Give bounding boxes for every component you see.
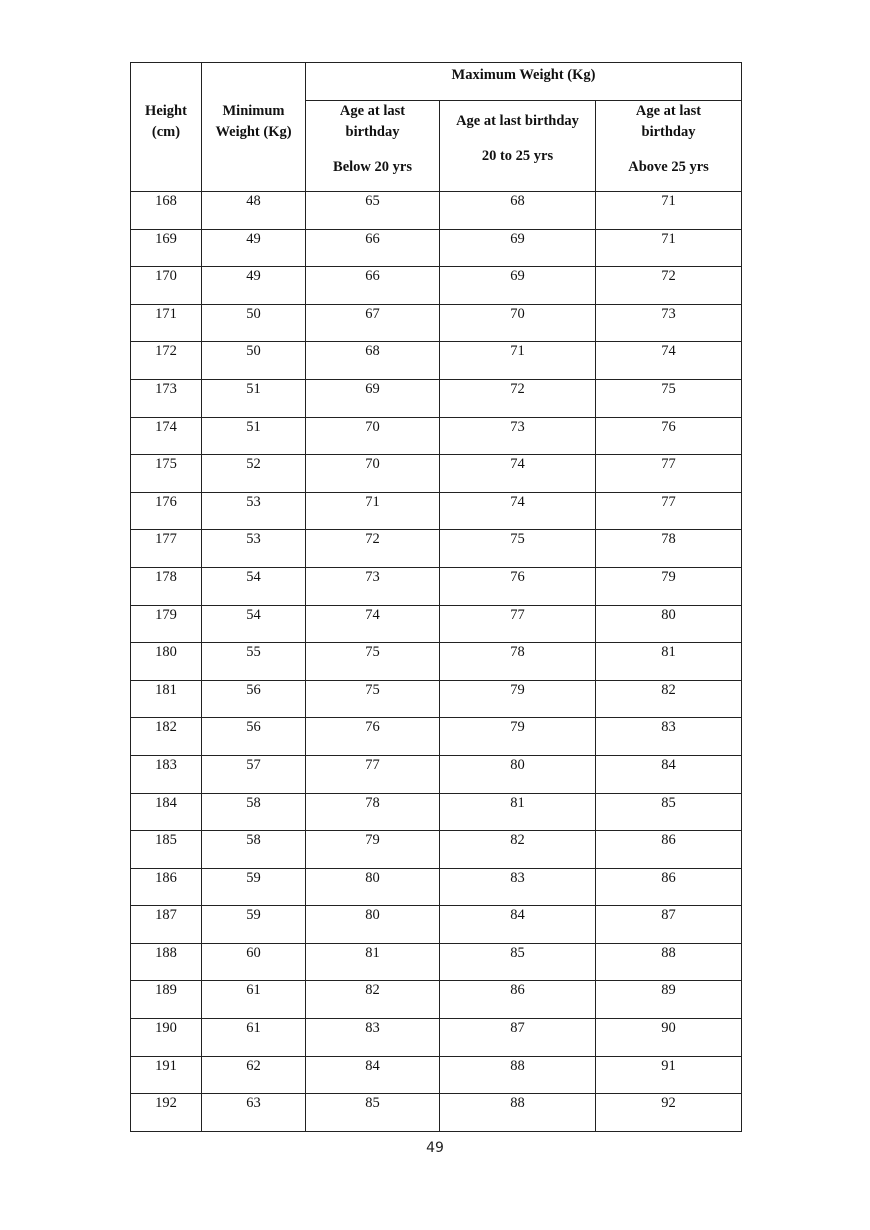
cell-max-above-25: 87 <box>596 906 742 944</box>
table-row <box>131 304 742 342</box>
cell-max-below-20: 79 <box>306 831 440 869</box>
header-age-above-25-line3: Above 25 yrs <box>628 159 709 175</box>
cell-max-20-to-25: 68 <box>440 192 596 230</box>
table-row <box>131 379 742 417</box>
cell-max-20-to-25: 88 <box>440 1094 596 1132</box>
table-body <box>131 192 742 1132</box>
cell-min-weight: 52 <box>202 455 306 493</box>
header-age-20-to-25-line2: 20 to 25 yrs <box>481 148 554 164</box>
cell-max-below-20: 66 <box>306 267 440 305</box>
cell-max-below-20: 83 <box>306 1019 440 1057</box>
cell-min-weight: 58 <box>202 831 306 869</box>
table-row <box>131 943 742 981</box>
cell-height: 174 <box>131 417 202 455</box>
cell-height: 182 <box>131 718 202 756</box>
cell-max-below-20: 69 <box>306 379 440 417</box>
header-age-20-to-25-line1: Age at last birthday <box>456 113 579 129</box>
header-age-below-20 <box>306 101 440 192</box>
table-row <box>131 342 742 380</box>
cell-max-above-25: 85 <box>596 793 742 831</box>
cell-min-weight: 53 <box>202 492 306 530</box>
cell-min-weight: 54 <box>202 605 306 643</box>
cell-max-below-20: 73 <box>306 567 440 605</box>
table-row <box>131 1056 742 1094</box>
cell-height: 175 <box>131 455 202 493</box>
header-row-1 <box>131 63 742 101</box>
cell-height: 176 <box>131 492 202 530</box>
cell-max-20-to-25: 74 <box>440 492 596 530</box>
cell-max-above-25: 78 <box>596 530 742 568</box>
cell-min-weight: 61 <box>202 1019 306 1057</box>
header-age-below-20-line2: birthday <box>345 124 400 140</box>
cell-height: 172 <box>131 342 202 380</box>
table-row <box>131 793 742 831</box>
cell-height: 181 <box>131 680 202 718</box>
cell-height: 180 <box>131 643 202 681</box>
cell-height: 168 <box>131 192 202 230</box>
cell-max-20-to-25: 83 <box>440 868 596 906</box>
table-row <box>131 455 742 493</box>
cell-max-20-to-25: 80 <box>440 755 596 793</box>
cell-max-below-20: 82 <box>306 981 440 1019</box>
cell-max-20-to-25: 78 <box>440 643 596 681</box>
header-height-line1: Height <box>145 103 187 119</box>
cell-height: 183 <box>131 755 202 793</box>
header-age-below-20-line1: Age at last <box>339 103 406 119</box>
cell-max-20-to-25: 81 <box>440 793 596 831</box>
page-number: 49 <box>426 1140 444 1156</box>
cell-min-weight: 53 <box>202 530 306 568</box>
cell-max-below-20: 85 <box>306 1094 440 1132</box>
table-row <box>131 755 742 793</box>
cell-max-20-to-25: 79 <box>440 680 596 718</box>
cell-min-weight: 54 <box>202 567 306 605</box>
cell-min-weight: 63 <box>202 1094 306 1132</box>
cell-min-weight: 51 <box>202 379 306 417</box>
cell-max-below-20: 70 <box>306 417 440 455</box>
table-row <box>131 718 742 756</box>
table-row <box>131 906 742 944</box>
cell-max-20-to-25: 69 <box>440 229 596 267</box>
cell-min-weight: 56 <box>202 718 306 756</box>
cell-max-below-20: 70 <box>306 455 440 493</box>
table-row <box>131 192 742 230</box>
cell-max-above-25: 71 <box>596 192 742 230</box>
cell-max-above-25: 86 <box>596 831 742 869</box>
cell-max-below-20: 80 <box>306 906 440 944</box>
cell-min-weight: 60 <box>202 943 306 981</box>
cell-max-20-to-25: 84 <box>440 906 596 944</box>
table-row <box>131 229 742 267</box>
cell-max-20-to-25: 69 <box>440 267 596 305</box>
cell-max-below-20: 66 <box>306 229 440 267</box>
cell-max-above-25: 81 <box>596 643 742 681</box>
cell-height: 177 <box>131 530 202 568</box>
cell-height: 179 <box>131 605 202 643</box>
cell-max-below-20: 75 <box>306 680 440 718</box>
cell-max-below-20: 75 <box>306 643 440 681</box>
cell-max-20-to-25: 79 <box>440 718 596 756</box>
cell-min-weight: 55 <box>202 643 306 681</box>
cell-max-below-20: 67 <box>306 304 440 342</box>
cell-max-above-25: 72 <box>596 267 742 305</box>
cell-max-20-to-25: 74 <box>440 455 596 493</box>
cell-min-weight: 58 <box>202 793 306 831</box>
cell-max-below-20: 68 <box>306 342 440 380</box>
cell-min-weight: 59 <box>202 906 306 944</box>
cell-max-below-20: 65 <box>306 192 440 230</box>
cell-max-20-to-25: 76 <box>440 567 596 605</box>
cell-max-above-25: 80 <box>596 605 742 643</box>
cell-max-above-25: 71 <box>596 229 742 267</box>
cell-max-20-to-25: 86 <box>440 981 596 1019</box>
header-age-above-25-line1: Age at last <box>635 103 702 119</box>
header-height <box>131 63 202 192</box>
cell-max-below-20: 81 <box>306 943 440 981</box>
table-row <box>131 643 742 681</box>
table-row <box>131 981 742 1019</box>
cell-min-weight: 50 <box>202 342 306 380</box>
cell-min-weight: 61 <box>202 981 306 1019</box>
cell-min-weight: 48 <box>202 192 306 230</box>
cell-max-above-25: 86 <box>596 868 742 906</box>
cell-min-weight: 59 <box>202 868 306 906</box>
cell-min-weight: 50 <box>202 304 306 342</box>
cell-max-20-to-25: 71 <box>440 342 596 380</box>
header-max-weight: Maximum Weight (Kg) <box>306 63 742 101</box>
cell-max-below-20: 77 <box>306 755 440 793</box>
cell-max-above-25: 91 <box>596 1056 742 1094</box>
cell-min-weight: 49 <box>202 229 306 267</box>
header-age-above-25 <box>596 101 742 192</box>
cell-max-below-20: 74 <box>306 605 440 643</box>
cell-max-20-to-25: 82 <box>440 831 596 869</box>
cell-height: 171 <box>131 304 202 342</box>
cell-max-below-20: 80 <box>306 868 440 906</box>
header-age-above-25-line2: birthday <box>641 124 696 140</box>
cell-max-above-25: 77 <box>596 492 742 530</box>
cell-max-above-25: 84 <box>596 755 742 793</box>
cell-max-20-to-25: 85 <box>440 943 596 981</box>
cell-max-20-to-25: 77 <box>440 605 596 643</box>
table-row <box>131 868 742 906</box>
cell-max-above-25: 92 <box>596 1094 742 1132</box>
cell-height: 190 <box>131 1019 202 1057</box>
cell-max-20-to-25: 88 <box>440 1056 596 1094</box>
cell-max-above-25: 77 <box>596 455 742 493</box>
table-row <box>131 1094 742 1132</box>
cell-height: 187 <box>131 906 202 944</box>
cell-height: 169 <box>131 229 202 267</box>
cell-height: 184 <box>131 793 202 831</box>
cell-max-above-25: 88 <box>596 943 742 981</box>
cell-max-below-20: 76 <box>306 718 440 756</box>
table-row <box>131 680 742 718</box>
cell-max-above-25: 76 <box>596 417 742 455</box>
cell-min-weight: 62 <box>202 1056 306 1094</box>
header-age-below-20-line3: Below 20 yrs <box>333 159 412 175</box>
table-row <box>131 267 742 305</box>
cell-height: 173 <box>131 379 202 417</box>
header-min-weight-line2: Weight (Kg) <box>215 124 292 140</box>
table-row <box>131 1019 742 1057</box>
table-row <box>131 831 742 869</box>
cell-height: 185 <box>131 831 202 869</box>
header-height-line2: (cm) <box>151 124 181 140</box>
cell-height: 191 <box>131 1056 202 1094</box>
cell-max-above-25: 79 <box>596 567 742 605</box>
cell-max-20-to-25: 70 <box>440 304 596 342</box>
cell-height: 186 <box>131 868 202 906</box>
header-min-weight-line1: Minimum <box>222 103 285 119</box>
cell-min-weight: 51 <box>202 417 306 455</box>
cell-height: 178 <box>131 567 202 605</box>
cell-max-above-25: 82 <box>596 680 742 718</box>
weight-table <box>130 62 742 1132</box>
cell-max-above-25: 73 <box>596 304 742 342</box>
header-age-20-to-25 <box>440 101 596 192</box>
cell-min-weight: 57 <box>202 755 306 793</box>
table-row <box>131 530 742 568</box>
header-min-weight <box>202 63 306 192</box>
cell-height: 192 <box>131 1094 202 1132</box>
cell-max-20-to-25: 73 <box>440 417 596 455</box>
cell-min-weight: 49 <box>202 267 306 305</box>
cell-max-below-20: 84 <box>306 1056 440 1094</box>
cell-max-20-to-25: 72 <box>440 379 596 417</box>
cell-max-below-20: 78 <box>306 793 440 831</box>
table-row <box>131 605 742 643</box>
table-row <box>131 567 742 605</box>
cell-max-above-25: 74 <box>596 342 742 380</box>
cell-max-below-20: 72 <box>306 530 440 568</box>
cell-max-above-25: 90 <box>596 1019 742 1057</box>
cell-max-above-25: 75 <box>596 379 742 417</box>
table-row <box>131 492 742 530</box>
cell-max-above-25: 83 <box>596 718 742 756</box>
cell-height: 189 <box>131 981 202 1019</box>
cell-max-below-20: 71 <box>306 492 440 530</box>
cell-max-above-25: 89 <box>596 981 742 1019</box>
cell-max-20-to-25: 87 <box>440 1019 596 1057</box>
cell-height: 170 <box>131 267 202 305</box>
cell-min-weight: 56 <box>202 680 306 718</box>
cell-max-20-to-25: 75 <box>440 530 596 568</box>
table-row <box>131 417 742 455</box>
cell-height: 188 <box>131 943 202 981</box>
